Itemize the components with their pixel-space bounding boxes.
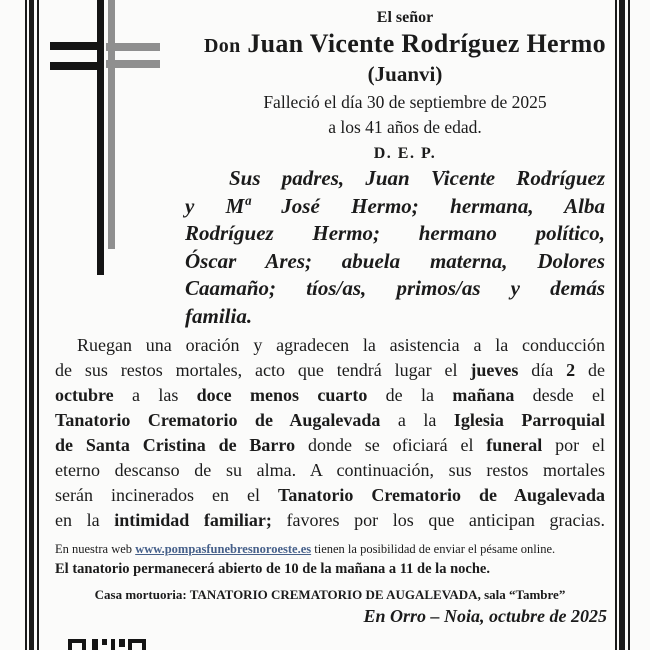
frame-right-rule-outer bbox=[628, 0, 630, 650]
qr-module bbox=[119, 639, 125, 647]
death-date-line: Falleció el día 30 de septiembre de 2025 bbox=[263, 92, 547, 112]
cross-shadow-vertical-bar bbox=[108, 0, 115, 249]
paragraph-line: Tanatorio Crematorio de Augalevada a la Iglesia Parroquial bbox=[55, 410, 605, 430]
web-line-prefix: En nuestra web bbox=[55, 542, 136, 556]
qr-code-icon bbox=[68, 639, 146, 650]
cross-shadow-crossbar-lower bbox=[106, 60, 160, 68]
qr-finder-right bbox=[128, 639, 146, 650]
frame-left-rule-outer bbox=[25, 0, 27, 650]
rip-initials: D. E. P. bbox=[373, 145, 437, 162]
deceased-name-line bbox=[185, 29, 625, 61]
paragraph-line: octubre a las doce menos cuarto de la mañana desde el bbox=[55, 385, 605, 405]
mortuary-house-line: Casa mortuoria: TANATORIO CREMATORIO DE AUGALEVADA, sala “Tambre” bbox=[94, 587, 566, 602]
tanatorio-hours-line: El tanatorio permanecerá abierto de 10 de la mañana a 11 de la noche. bbox=[55, 561, 490, 577]
deceased-name: Juan Vicente Rodríguez Hermo bbox=[247, 29, 606, 58]
qr-finder-left bbox=[68, 639, 86, 650]
qr-module bbox=[111, 639, 115, 650]
cross-crossbar-lower bbox=[50, 62, 104, 70]
age-line: a los 41 años de edad. bbox=[328, 117, 482, 137]
cross-crossbar-upper bbox=[50, 42, 104, 50]
funeral-home-website-link[interactable]: www.pompasfunebresnoroeste.es bbox=[135, 542, 312, 556]
family-paragraph bbox=[185, 165, 605, 330]
paragraph-line: en la intimidad familiar; favores por los que anticipan gracias. bbox=[55, 510, 605, 530]
paragraph-line: Ruegan una oración y agradecen la asistencia a la conducción bbox=[77, 335, 605, 355]
qr-module bbox=[102, 639, 107, 645]
announcement-paragraph bbox=[55, 333, 605, 533]
paragraph-line: Sus padres, Juan Vicente Rodríguez bbox=[229, 166, 605, 190]
salutation: El señor bbox=[376, 9, 434, 26]
online-condolences-line bbox=[55, 541, 615, 557]
frame-left-rule-thick bbox=[29, 0, 34, 650]
paragraph-line: Rodríguez Hermo; hermano político, bbox=[185, 221, 605, 245]
paragraph-line: y Mª José Hermo; hermana, Alba bbox=[185, 193, 605, 218]
paragraph-line: serán incinerados en el Tanatorio Crematorio de Augalevada bbox=[55, 485, 605, 505]
place-and-date-line: En Orro – Noia, octubre de 2025 bbox=[363, 606, 607, 626]
paragraph-line: de Santa Cristina de Barro donde se oficiará el funeral por el bbox=[55, 435, 605, 455]
header-block bbox=[185, 0, 625, 166]
web-line-suffix: tienen la posibilidad de enviar el pésame online. bbox=[311, 542, 556, 556]
honorific: Don bbox=[204, 35, 241, 57]
paragraph-line: eterno descanso de su alma. A continuación, sus restos mortales bbox=[55, 460, 605, 480]
paragraph-line: de sus restos mortales, acto que tendrá lugar el jueves día 2 de bbox=[55, 360, 605, 380]
paragraph-line: Óscar Ares; abuela materna, Dolores bbox=[185, 248, 605, 273]
frame-left-rule-inner bbox=[37, 0, 39, 650]
qr-module bbox=[92, 639, 98, 650]
cross-shadow-crossbar-upper bbox=[106, 43, 160, 51]
paragraph-line: Caamaño; tíos/as, primos/as y demás bbox=[185, 276, 605, 300]
paragraph-line: familia. bbox=[185, 303, 253, 328]
nickname: (Juanvi) bbox=[367, 62, 443, 86]
